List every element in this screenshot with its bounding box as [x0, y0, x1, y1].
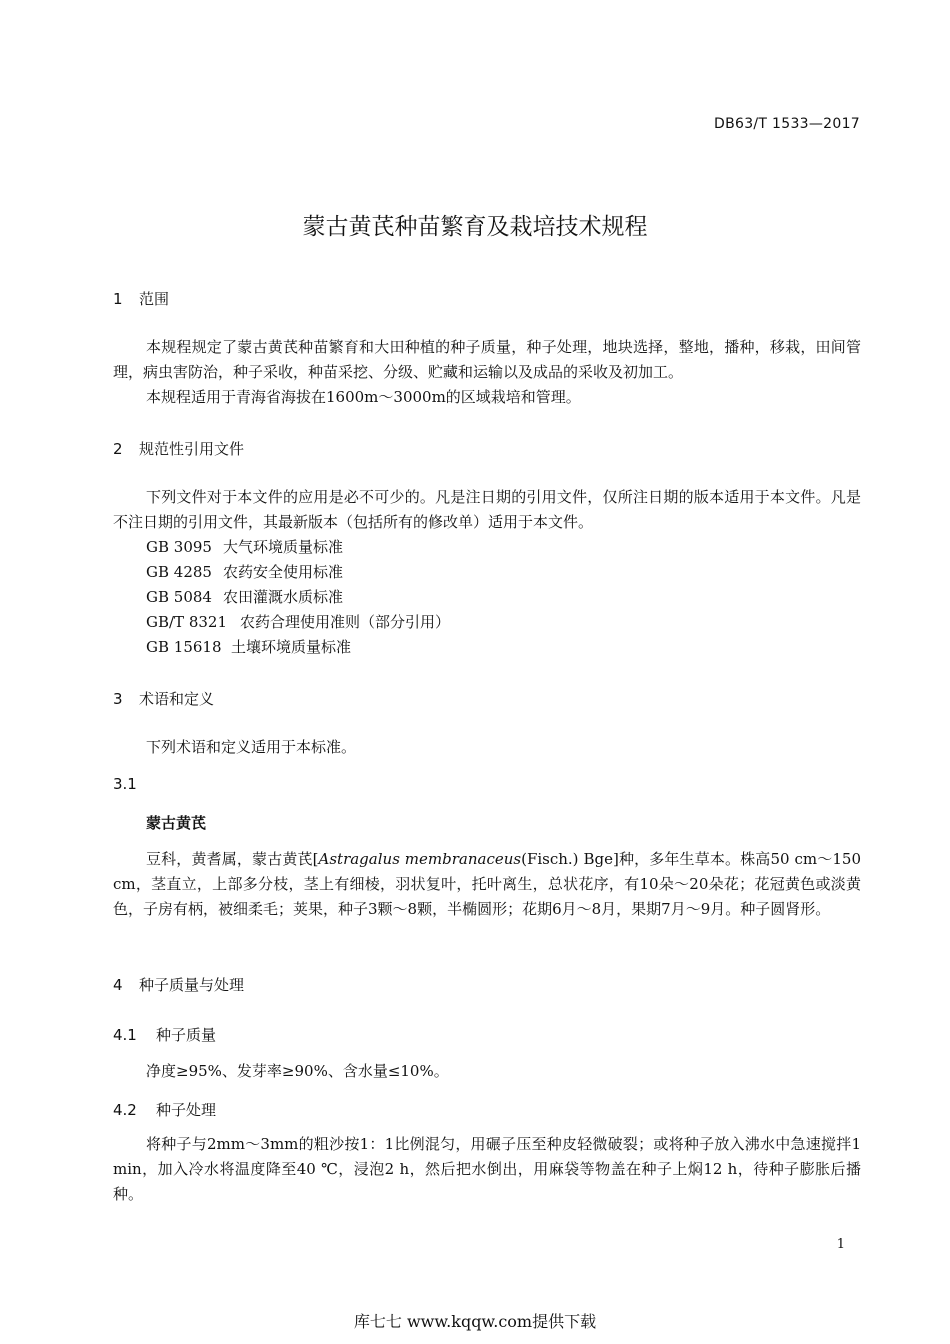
subsection-4-1-heading — [113, 1024, 216, 1045]
reference-item — [146, 536, 343, 557]
section-title: 范围 — [139, 290, 170, 308]
reference-code: GB/T 8321 — [146, 613, 228, 631]
reference-item — [146, 636, 351, 657]
reference-name: 农药安全使用标准 — [223, 563, 344, 581]
definition-prefix: 豆科，黄耆属，蒙古黄芪[ — [146, 850, 319, 868]
reference-code: GB 15618 — [146, 638, 222, 656]
reference-code: GB 4285 — [146, 563, 212, 581]
document-title: 蒙古黄芪种苗繁育及栽培技术规程 — [302, 214, 648, 240]
section-title: 规范性引用文件 — [139, 440, 245, 458]
reference-item — [146, 586, 343, 607]
section-1-paragraph-1: 本规程规定了蒙古黄芪种苗繁育和大田种植的种子质量，种子处理，地块选择，整地，播种，移栽，田间管理，病虫害防治，种子采收，种苗采挖、分级、贮藏和运输以及成品的采收及初加工。 — [113, 338, 861, 381]
definition-body: (Fisch.) Bge]种，多年生草本。株高50 cm～150 cm，茎直立，上部多分枝，茎上有细棱，羽状复叶，托叶离生，总状花序，有10朵～20朵花；花冠黄色或淡黄色，子房有柄，被细柔毛；荚果，种子3颗～8颗，半椭圆形；花期6月～8月，果期7月～9月。种子圆肾形。 — [113, 850, 862, 918]
term-definition — [113, 847, 861, 922]
subsection-4-2-heading — [113, 1099, 216, 1120]
reference-item — [146, 611, 450, 632]
subsection-title: 种子质量 — [156, 1026, 217, 1044]
section-4-heading — [113, 974, 244, 995]
latin-name: Astragalus membranaceus — [318, 850, 522, 868]
term-name: 蒙古黄芪 — [146, 814, 207, 832]
section-number: 4 — [113, 976, 123, 994]
document-number: DB63/T 1533—2017 — [714, 116, 860, 132]
reference-item — [146, 561, 343, 582]
section-2-heading — [113, 438, 244, 459]
section-1-paragraph-2: 本规程适用于青海省海拔在1600m～3000m的区域栽培和管理。 — [146, 388, 581, 406]
section-3-intro: 下列术语和定义适用于本标准。 — [146, 738, 357, 756]
subsection-3-1-number: 3.1 — [113, 775, 137, 793]
seed-treatment-text: 将种子与2mm～3mm的粗沙按1：1比例混匀，用碾子压至种皮轻微破裂；或将种子放入沸水中急速搅拌1 min，加入冷水将温度降至40 ℃，浸泡2 h，然后把水倒出，用麻袋等物盖在种子上焖12 h，待种子膨胀后播种。 — [113, 1135, 861, 1203]
reference-code: GB 5084 — [146, 588, 212, 606]
subsection-number: 4.2 — [113, 1101, 137, 1119]
reference-name: 土壤环境质量标准 — [231, 638, 352, 656]
footer-watermark: 库七七 www.kqqw.com提供下载 — [353, 1312, 597, 1331]
section-number: 2 — [113, 440, 123, 458]
reference-code: GB 3095 — [146, 538, 212, 556]
section-title: 术语和定义 — [139, 690, 215, 708]
section-number: 3 — [113, 690, 123, 708]
subsection-number: 4.1 — [113, 1026, 137, 1044]
section-number: 1 — [113, 290, 123, 308]
reference-name: 农药合理使用准则（部分引用） — [240, 613, 451, 631]
section-title: 种子质量与处理 — [139, 976, 245, 994]
section-2-intro: 下列文件对于本文件的应用是必不可少的。凡是注日期的引用文件，仅所注日期的版本适用于本文件。凡是不注日期的引用文件，其最新版本（包括所有的修改单）适用于本文件。 — [113, 488, 861, 531]
section-3-heading — [113, 688, 214, 709]
page-number: 1 — [836, 1237, 845, 1252]
seed-quality-text: 净度≥95%、发芽率≥90%、含水量≤10%。 — [146, 1062, 449, 1080]
subsection-title: 种子处理 — [156, 1101, 217, 1119]
reference-name: 大气环境质量标准 — [223, 538, 344, 556]
reference-name: 农田灌溉水质标准 — [223, 588, 344, 606]
section-1-heading — [113, 288, 169, 309]
